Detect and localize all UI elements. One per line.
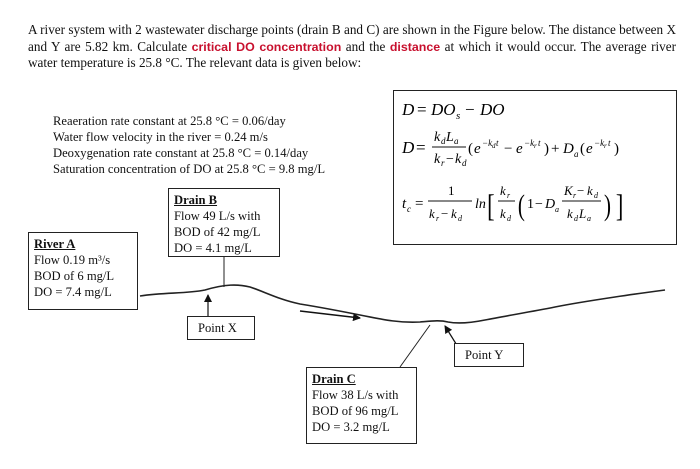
drain-b-title: Drain B xyxy=(174,193,218,207)
svg-text:a: a xyxy=(555,205,559,214)
svg-text:e: e xyxy=(516,141,523,157)
svg-text:K: K xyxy=(564,183,573,198)
equation-critical-time xyxy=(402,183,623,223)
svg-text:t: t xyxy=(608,138,611,148)
svg-text:=: = xyxy=(415,196,424,212)
svg-text:d: d xyxy=(594,191,598,200)
drain-c-title: Drain C xyxy=(312,372,356,386)
river-a-box xyxy=(28,232,138,310)
svg-text:=: = xyxy=(417,100,427,119)
river-a-do: DO = 7.4 mg/L xyxy=(34,285,112,299)
drain-c-connector xyxy=(400,325,430,367)
equation-box xyxy=(393,90,677,245)
svg-text:): ) xyxy=(604,188,611,222)
svg-text:L: L xyxy=(579,206,587,221)
svg-text:−k: −k xyxy=(482,138,493,148)
svg-text:t: t xyxy=(496,138,499,148)
svg-text:k: k xyxy=(455,152,462,167)
problem-text-before: A river system with 2 wastewater discharge points (drain B and C) are shown in the Figure below. The distance between X and Y are 5.82 km. Calculate xyxy=(28,22,676,54)
svg-text:e: e xyxy=(586,141,593,157)
svg-text:−: − xyxy=(535,197,543,212)
river-a-title: River A xyxy=(34,237,76,251)
svg-text:(: ( xyxy=(580,141,585,157)
drain-b-bod: BOD of 42 mg/L xyxy=(174,225,261,239)
drain-c-do: DO = 3.2 mg/L xyxy=(312,420,390,434)
svg-text:−: − xyxy=(446,152,454,167)
svg-text:1: 1 xyxy=(527,197,534,212)
svg-text:d: d xyxy=(441,136,446,146)
svg-text:k: k xyxy=(451,206,457,221)
point-y-label: Point Y xyxy=(465,348,504,362)
svg-text:d: d xyxy=(462,158,467,168)
svg-text:r: r xyxy=(604,142,607,150)
svg-text:s: s xyxy=(456,110,461,122)
svg-text:DO: DO xyxy=(431,100,456,119)
svg-text:]: ] xyxy=(615,187,624,223)
svg-text:t: t xyxy=(538,138,541,148)
svg-text:k: k xyxy=(500,206,506,221)
svg-text:(: ( xyxy=(468,141,473,157)
svg-text:): ) xyxy=(614,141,619,157)
svg-text:c: c xyxy=(407,204,411,214)
svg-text:D: D xyxy=(402,100,415,119)
svg-text:r: r xyxy=(441,158,445,168)
svg-text:DO: DO xyxy=(480,100,505,119)
highlight-critical-do: critical DO concentration xyxy=(191,39,342,54)
drain-b-box xyxy=(168,188,280,257)
svg-text:−: − xyxy=(441,206,449,221)
svg-text:t: t xyxy=(402,196,407,212)
svg-text:−: − xyxy=(465,100,475,119)
problem-text-middle: and the xyxy=(341,38,390,54)
highlight-distance: distance xyxy=(389,39,441,54)
svg-text:r: r xyxy=(534,142,537,150)
svg-text:D: D xyxy=(402,138,415,157)
svg-text:d: d xyxy=(574,214,578,223)
equation-deficit xyxy=(401,100,505,122)
svg-text:k: k xyxy=(587,183,593,198)
svg-text:k: k xyxy=(434,130,441,145)
svg-text:k: k xyxy=(567,206,573,221)
equation-streeter-phelps xyxy=(401,130,619,168)
problem-text-after: at which it would occur. The average river water temperature is 25.8 °C. The relevant data is given below: xyxy=(28,38,676,71)
svg-text:k: k xyxy=(429,206,435,221)
svg-text:1: 1 xyxy=(448,183,455,198)
svg-text:L: L xyxy=(446,130,454,145)
river-a-bod: BOD of 6 mg/L xyxy=(34,269,115,283)
svg-text:−k: −k xyxy=(524,138,535,148)
svg-text:ln: ln xyxy=(475,197,486,212)
drain-b-do: DO = 4.1 mg/L xyxy=(174,241,252,255)
svg-text:a: a xyxy=(587,214,591,223)
svg-text:[: [ xyxy=(487,187,495,223)
drain-c-bod: BOD of 96 mg/L xyxy=(312,404,399,418)
svg-text:−: − xyxy=(577,183,585,198)
svg-text:d: d xyxy=(492,142,496,150)
equations-svg xyxy=(394,91,676,244)
point-x-label: Point X xyxy=(198,321,237,335)
param-deoxygenation: Deoxygenation rate constant at 25.8 °C = 0.14/day xyxy=(53,146,309,160)
svg-text:r: r xyxy=(507,191,511,200)
svg-text:a: a xyxy=(574,149,579,159)
svg-text:+: + xyxy=(551,141,560,157)
svg-text:a: a xyxy=(454,136,459,146)
river-a-flow: Flow 0.19 m³/s xyxy=(34,253,111,267)
svg-text:d: d xyxy=(458,214,462,223)
svg-text:d: d xyxy=(507,214,511,223)
svg-text:): ) xyxy=(544,141,549,157)
svg-text:k: k xyxy=(500,183,506,198)
param-velocity: Water flow velocity in the river = 0.24 m/s xyxy=(53,130,268,144)
point-x-box xyxy=(187,316,255,340)
svg-text:=: = xyxy=(416,138,426,157)
svg-text:e: e xyxy=(474,141,481,157)
svg-text:r: r xyxy=(436,214,440,223)
svg-text:k: k xyxy=(434,152,441,167)
svg-text:(: ( xyxy=(517,188,525,222)
svg-text:D: D xyxy=(563,141,574,157)
drain-c-box xyxy=(306,367,417,444)
point-y-box xyxy=(454,343,524,367)
param-saturation: Saturation concentration of DO at 25.8 °C = 9.8 mg/L xyxy=(53,162,326,176)
svg-text:−: − xyxy=(504,141,513,157)
svg-text:−k: −k xyxy=(594,138,605,148)
drain-b-flow: Flow 49 L/s with xyxy=(174,209,261,223)
drain-c-flow: Flow 38 L/s with xyxy=(312,388,399,402)
param-reaeration: Reaeration rate constant at 25.8 °C = 0.06/day xyxy=(53,114,286,128)
svg-text:r: r xyxy=(573,191,577,200)
flow-arrow xyxy=(300,311,360,318)
svg-text:D: D xyxy=(545,197,556,212)
